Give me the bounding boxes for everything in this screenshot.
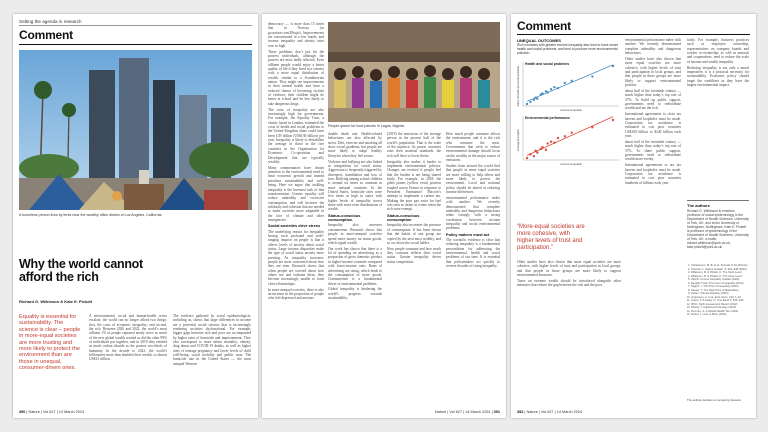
body-column-2 bbox=[173, 314, 251, 402]
section-rule bbox=[19, 25, 252, 26]
body-column-3 bbox=[268, 22, 324, 406]
paragraph: How people consume and how much they consume reflects their social status. Greater inequality drives status competition. bbox=[387, 246, 441, 264]
data-point bbox=[557, 137, 559, 139]
reference-item: 14. Zucman, G. A Global Wealth Tax (2024). bbox=[691, 310, 749, 314]
paragraph: Inequality also increases the pressure of consumption. It has been shown that the habits of one group are copied by the next most wealthy, and so on, down the social ladder. bbox=[387, 223, 441, 245]
issue-date: 14 March 2024 bbox=[556, 410, 583, 414]
paragraph: environmental performance index with another. We recently demonstrated that complete unhealthy and dangerous behaviours relate strongly with a strong correlation between income inequality and social environmental problems. bbox=[446, 196, 500, 231]
subheading: Social anxieties drive stress bbox=[268, 223, 321, 229]
photo-caption: People queue for food parcels in Lagos, Nigeria. bbox=[328, 124, 405, 128]
references-list bbox=[687, 264, 749, 404]
section-label: Setting the agenda in research bbox=[19, 19, 82, 24]
data-point bbox=[612, 119, 614, 121]
paragraph: Reducing inequality is not only a moral imperative; it is a practical necessity for sustainability. Economic policy should target the wealthiest as they have the largest environmental impact. bbox=[687, 65, 749, 88]
paragraph: Other studies have also shown that more equal societies are more cohesive, with higher levels of trust and participation in local groups, and that people in these groups are more likely to support environmental policies. bbox=[625, 56, 681, 88]
header-rule bbox=[19, 44, 252, 45]
paragraph: These problems don’t just hit the poorest individuals, although the poorest are most badly affected. Even affluent people would enjoy a better quality of life if they lived in a country with a more equal distribution of wealth, similar to a Scandinavian nation. They might see improvements in their mental health and have a reduced chance of becoming victims of violence; their children might do better at school and be less likely to take dangerous drugs. bbox=[268, 49, 324, 106]
data-point bbox=[571, 131, 573, 133]
data-point bbox=[546, 91, 548, 93]
panel-title: Health and social problems bbox=[525, 62, 570, 66]
photo-illustration bbox=[328, 22, 500, 122]
data-point bbox=[533, 99, 535, 101]
body-column-5 bbox=[387, 132, 441, 406]
paragraph: (2019) the emissions of the average person in the poorest half of the world’s population. That is the scale of the injustice. As poorer countries raise their material standards, the rich will have to lower theirs. bbox=[387, 132, 441, 158]
paragraph: fairly. For example, business practices such as employee ownership, representatives on company boards and worker co-ownership, as well as mutuals and cooperatives, tend to reduce the scale of income and wealth inequality. bbox=[687, 38, 749, 64]
data-point bbox=[536, 98, 538, 100]
paragraph: In more unequal societies, there is also an increase in the proportion of people who feel depressed and anxious. bbox=[268, 287, 324, 301]
data-point bbox=[526, 103, 528, 105]
data-point bbox=[534, 150, 536, 152]
article-title: Why the world cannot afford the rich bbox=[19, 257, 143, 284]
data-point bbox=[540, 148, 542, 150]
subheading: Status-conscious consumption bbox=[387, 212, 420, 223]
data-point bbox=[571, 80, 573, 82]
paragraph: Many commentators have drawn attention to the environmental need to limit economic growth and instead prioritize sustainability and well-being. Here we argue that tackling inequality is the foremost task of that transformation. Greater equality will reduce unhealthy and excessive consumption, and will increase the solidarity and cohesion that are needed to make societies more adaptable in the face of climate and other emergencies. bbox=[268, 165, 324, 222]
subheading: Status-conscious consumption bbox=[328, 212, 361, 223]
data-point bbox=[526, 157, 528, 159]
y-axis-label: Index of health and social problems bbox=[517, 65, 520, 107]
chart-svg bbox=[517, 60, 621, 168]
paragraph: International agreements to close tax havens and loopholes must be made. Corporation tax avoidance is estimated to cost poor countries US$100 billion to $240 billion each year. bbox=[625, 112, 681, 138]
reference-item: 7. Stiglitz, J. The Price of Inequality (2012). bbox=[691, 285, 749, 289]
data-point bbox=[533, 155, 535, 157]
reference-item: 5. OECD. Income Inequality Update (2023). bbox=[691, 278, 749, 282]
body-column-4 bbox=[328, 132, 382, 406]
page-footer: 390 | Nature | Vol 627 | 14 March 2024 bbox=[19, 410, 85, 414]
reference-item: 11. Green, F. & Healy, N. One Earth 5, 635–649. bbox=[691, 299, 749, 303]
authors-box bbox=[687, 200, 749, 249]
reference-item: 12. IPCC. Sixth Assessment Report (2022). bbox=[691, 303, 749, 307]
page-left bbox=[13, 14, 258, 418]
page-number: 390 bbox=[19, 410, 26, 414]
data-point bbox=[541, 92, 543, 94]
reference-item: 13. Piketty, T. Capital and Ideology (2020). bbox=[691, 306, 749, 310]
y-axis-label: Ecological footprint bbox=[517, 129, 520, 151]
data-point bbox=[529, 153, 531, 155]
issue-date: 14 March 2024 bbox=[465, 410, 491, 414]
paragraph: Other studies have also shown that more equal societies are more cohesive, with higher levels of trust and participation in local groups, and that people in those groups are more likely to support environmental measures. bbox=[517, 260, 621, 278]
body-column-8 bbox=[687, 38, 749, 196]
data-point bbox=[591, 75, 593, 77]
pull-quote: “More-equal societies are more cohesive, with higher levels of trust and participation.” bbox=[517, 224, 585, 251]
x-axis-label: Income inequality bbox=[560, 108, 582, 112]
body-column-7 bbox=[625, 38, 681, 408]
data-point bbox=[545, 149, 547, 151]
paragraph: about half of the twentieth century — much higher than today’s top rate of 37%. To build up public support, governments need to redistribute wealth and tax the rich. bbox=[625, 88, 681, 111]
paragraph: International agreements to tax tax havens and loopholes must be made. Corporation tax avoidance is estimated to cost poor countries hundreds of billions each year. bbox=[625, 163, 681, 185]
page-middle bbox=[262, 14, 506, 418]
reference-item: 10. Jorgenson, A. et al. Ecol. Econ. 130, 1–10. bbox=[691, 296, 749, 300]
journal-name: Nature bbox=[434, 410, 447, 414]
data-point bbox=[553, 86, 555, 88]
trend-line bbox=[527, 65, 613, 101]
journal-volume: Vol 627 bbox=[449, 410, 463, 414]
data-point bbox=[546, 142, 548, 144]
reference-item: 3. Wilkinson, R. & Pickett, K. The Spirit Level. bbox=[691, 271, 749, 275]
journal-name: Nature bbox=[28, 410, 40, 414]
paragraph: How much people consume affects the environment, and it is the rich who consume the most. Governments that wish to reduce environmental damage should focus on the wealthy as the major source of emissions. bbox=[446, 132, 500, 163]
page-number: 391 bbox=[493, 410, 500, 414]
reference-item: 15. Hickel, J. Less Is More (2020). bbox=[691, 313, 749, 317]
data-point bbox=[550, 141, 552, 143]
paragraph: A environmental, social and human-health crises escalate, the world can no longer afford two things: first, the costs of economic inequality; and second, the rich. Between 2020 and 2022, the world’s most affluent 1% of people captured nearly twice as much of the new global wealth created as did the other 99% of individuals put together, and in 2019 they emitted as much carbon dioxide as the poorest two-thirds of humanity. In the decade to 2022, the world’s billionaires more than doubled their wealth, to almost US$12 trillion. bbox=[89, 314, 167, 362]
photo-homeless-tents bbox=[19, 50, 252, 210]
body-column-9 bbox=[517, 260, 621, 406]
photo-food-queue bbox=[328, 22, 500, 122]
reference-item: 6. Equality Trust. The Cost of Inequality (2014). bbox=[691, 282, 749, 286]
journal-name: Nature bbox=[526, 410, 538, 414]
page-right bbox=[511, 14, 756, 418]
paragraph: about half of the twentieth century — much higher than today’s top rate of 37%. To share public support, governments need to redistribute wealth more evenly. bbox=[625, 139, 681, 162]
data-point bbox=[550, 88, 552, 90]
paragraph: The costs of inequality are also increasingly high for governments. For example, the Equality Trust, a charity based in London, estimated the costs of health and social problems to the United Kingdom alone could have been £39 billion (US$136 billion) per year. Inequality is likely to destabilize the average of those in the five countries in the Organisation for Economic Co-operation and Development that are typically wealthy. bbox=[268, 107, 324, 164]
data-point bbox=[591, 126, 593, 128]
data-point bbox=[536, 151, 538, 153]
paragraph: Our work has shown that there is a lot of spending on advertising as a proportion of gross domestic product in higher-income countries compared with lower-income ones. Rates of advertising are rising, which leads to the consumption of more goods. Consumerism is a fundamental driver of environmental problems. bbox=[328, 246, 382, 286]
competing-interests: The authors declare no competing interests. bbox=[687, 398, 742, 402]
paragraph: Taxes on extreme wealth should be introduced alongside other measures that reduce the gap between the rich and the poor. bbox=[517, 278, 621, 288]
reference-item: 2. Chancel, L. Nature Sustain. 5, 931–938 (2022). bbox=[691, 268, 749, 272]
issue-date: 14 March 2024 bbox=[58, 410, 85, 414]
data-point bbox=[564, 82, 566, 84]
chart-unequal-outcomes bbox=[517, 38, 621, 170]
chart-subtitle: Rich countries with greater income inequality also tend to have worse health and social problems, and tend to produce more environmental pollution. bbox=[517, 43, 619, 55]
subheading: Policy makers must act bbox=[446, 231, 490, 237]
data-point bbox=[541, 146, 543, 148]
article-standfirst: Equality is essential for sustainability. The science is clear – people in more-equal societies are more trusting and more likely to protect the environment than are those in unequal, consumer-driven ones. bbox=[19, 314, 81, 372]
body-column-1 bbox=[89, 314, 167, 402]
header-rule bbox=[517, 34, 750, 35]
paragraph: Studies from around the world find that people in more equal societies are more willing to help others and more likely to protect the environment. Local and national policy should be aimed at reducing income differences. bbox=[446, 164, 500, 195]
data-point bbox=[529, 101, 531, 103]
kicker-comment: Comment bbox=[19, 28, 73, 42]
paragraph: The evidence gathered by social epidemiologists, including us, shows that large differences in income are a powerful social stressor that is increasingly rendering societies dysfunctional. For example, bigger gaps between rich and poor are accompanied by higher rates of homicide and imprisonment. They also correspond to more infant mortality, obesity, drug abuse and COVID-19 deaths, as well as higher rates of teenage pregnancy and lower levels of child well-being, social mobility and public trust. The homicide rate in the United States — the most unequal Western bbox=[173, 314, 251, 366]
article-authors: Richard G. Wilkinson & Kate E. Pickett bbox=[19, 299, 93, 304]
data-point bbox=[553, 141, 555, 143]
paragraph: Inequality also increases consumerism. Research shows that people in more-unequal societies spend more money on status goods, which signal wealth. bbox=[328, 223, 382, 245]
authors-bio: Richard G. Wilkinson is emeritus professor of social epidemiology in the Department of Health Sciences, University of York, UK, and at the University of Nottingham, Nottingham. Kate E. Pickett is professor of epidemiology in the Department of Health Sciences, University of York, UK. e-mails: richard.wilkinson@york.ac.uk; kate.pickett@york.ac.uk bbox=[687, 208, 749, 249]
kicker-comment: Comment bbox=[517, 19, 571, 33]
data-point bbox=[612, 65, 614, 67]
authors-heading: The authors bbox=[687, 202, 710, 208]
paragraph: Violence and bullying are also linked to competition for social status. Aggression is frequently triggered by disrespect, humiliation and loss of face. Bullying among school children is around six times as common in more unequal countries. In the United States, homicide rates were five times as high in states with higher levels of inequality across those with more even distributions of wealth. bbox=[328, 159, 382, 212]
paragraph: Inequality also makes it harder to implement environmental policies. Changes are resisted if people feel that the burden is not being shared fairly. For example, in 2018, the gilets jaunes (yellow vests) protests erupted across France in response to President Emmanuel Macron’s attempt to implement a carbon tax. Making the poor pay extra for fuel was seen as unfair at a time when the rich were exempt. bbox=[387, 159, 441, 212]
reference-item: 1. Christensen, M.-B. et al. Survival of the Richest. bbox=[691, 264, 749, 268]
journal-volume: Vol 627 bbox=[42, 410, 56, 414]
paragraph: environmental performance index with another. We recently demonstrated complete unhealthy and dangerous behaviours. bbox=[625, 38, 681, 56]
paragraph: double death rate. Health-related behaviours are also affected by stress. Diet, exercise and smoking all show social gradients, but people are more likely to adopt healthy lifestyles when they feel secure. bbox=[328, 132, 382, 158]
paragraph: Global inequality is hindering the world’s progress towards sustainability. bbox=[328, 287, 382, 301]
reference-item: 9. Oxfam. Climate Equality (2023). bbox=[691, 292, 749, 296]
data-point bbox=[564, 135, 566, 137]
paragraph: democracy — is more than 15 times that in Norway (as go.nature.com/49iujzi). Improvements are concentrated in a few hands, and income inequality and obesity rates rose as high. bbox=[268, 22, 324, 48]
chart-title: UNEQUAL OUTCOMES bbox=[517, 38, 561, 43]
page-number: 392 bbox=[517, 410, 524, 414]
photo-illustration bbox=[19, 50, 252, 210]
page-footer: Nature | Vol 627 | 14 March 2024 | 391 bbox=[434, 410, 500, 414]
journal-volume: Vol 627 bbox=[540, 410, 554, 414]
x-axis-label: Income inequality bbox=[560, 162, 582, 166]
reference-item: 8. Kasser, T. The High Price of Materialism. bbox=[691, 289, 749, 293]
page-footer: 392 | Nature | Vol 627 | 14 March 2024 bbox=[517, 410, 583, 414]
paragraph: The scientific evidence is clear that reducing inequality is a fundamental precondition for addressing the environmental, health and social problems of our time. It is essential that policymakers act quickly to reverse decades of rising inequality. bbox=[446, 238, 500, 269]
reference-item: 4. Wilkinson, R. & Pickett, K. The Inner Level. bbox=[691, 275, 749, 279]
paragraph: The underlying reason for inequality having such profound and wide-ranging impacts on people is that it affects levels of anxiety about social status. Large income disparities make the type of social status anxiety more pressing. As inequality increases, people are more concerned about how they are seen. Research shows that when people are worried about how others see and evaluate them, they become increasingly unable to form close relationships. bbox=[268, 229, 324, 286]
panel-title: Environmental performance bbox=[525, 116, 571, 120]
references bbox=[687, 264, 749, 317]
data-point bbox=[557, 87, 559, 89]
body-column-6 bbox=[446, 132, 500, 406]
photo-caption: A homeless person lives by tents near the wealthy office district of Los Angeles, California. bbox=[19, 213, 163, 217]
